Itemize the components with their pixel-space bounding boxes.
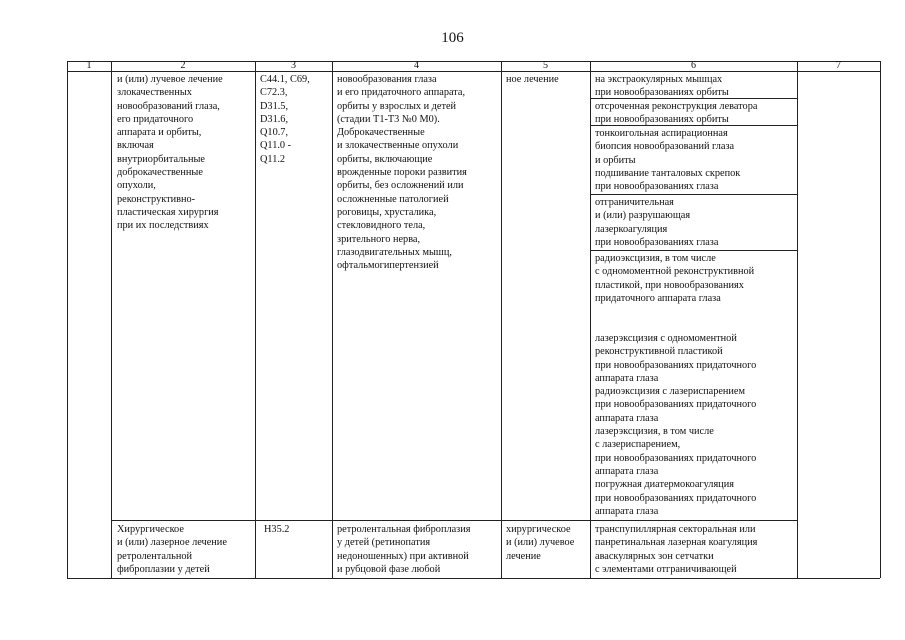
col-border xyxy=(111,61,112,578)
header-col-1: 1 xyxy=(86,60,92,71)
header-col-7: 7 xyxy=(836,60,841,71)
row1-method-block: радиоэксцизия, в том числе с одномоментной реконструктивной пластикой, при новообразованиях придаточного аппарата глаза xyxy=(595,253,755,304)
page-number: 106 xyxy=(441,30,464,46)
row1-icd-codes: C44.1, C69, C72.3, D31.5, D31.6, Q10.7, Q11.0 - Q11.2 xyxy=(260,74,310,165)
col6-divider xyxy=(590,194,797,195)
row1-method-block: отсроченная реконструкция леватора при новообразованиях орбиты xyxy=(595,101,758,126)
row1-method-block: отграничительная и (или) разрушающая лазеркоагуляция при новообразованиях глаза xyxy=(595,197,719,248)
col-border xyxy=(880,61,881,578)
row2-method-block: транспупиллярная секторальная или панретинальная лазерная коагуляция аваскулярных зон сетчатки с элементами отграничивающей xyxy=(595,524,758,575)
col-border xyxy=(797,61,798,578)
row1-method-block: тонкоигольная аспирационная биопсия новообразований глаза и орбиты подшивание танталовых скрепок при новообразованиях глаза xyxy=(595,128,741,193)
header-col-5: 5 xyxy=(543,60,548,71)
row1-method-block: лазерэксцизия с одномоментной реконструктивной пластикой при новообразованиях придаточного аппарата глаза радиоэксцизия с лазериспарением при новообразованиях придаточного аппарата глаза лазерэксцизия, в том числе с лазериспарением, при новообразованиях придаточного аппарата глаза погружная диатермокоагуляция при новообразованиях придаточного аппарата глаза xyxy=(595,333,757,517)
col-border xyxy=(67,61,68,578)
header-col-3: 3 xyxy=(291,60,296,71)
row2-treatment-type: хирургическое и (или) лучевое лечение xyxy=(506,524,575,562)
row1-patient-model: новообразования глаза и его придаточного аппарата, орбиты у взрослых и детей (стадии T1-T3 №0 M0). Доброкачественные и злокачественные опухоли орбиты, включающие врожденные пороки развития орбиты, без осложнений или осложненные патологией роговицы, хрусталика, стекловидного тела, зрительного нерва, глазодвигательных мышц, офтальмогипертензией xyxy=(337,74,467,272)
row2-patient-model: ретролентальная фиброплазия у детей (ретинопатия недоношенных) при активной и рубцовой фазе любой xyxy=(337,524,471,575)
col-border xyxy=(501,61,502,578)
row1-method-block: на экстраокулярных мышцах при новообразованиях орбиты xyxy=(595,74,729,99)
col-border xyxy=(332,61,333,578)
col-border xyxy=(590,61,591,578)
table-bottom-border xyxy=(67,578,880,579)
header-col-4: 4 xyxy=(414,60,419,71)
header-col-6: 6 xyxy=(691,60,696,71)
row2-icd-codes: H35.2 xyxy=(264,524,290,535)
row-divider xyxy=(111,520,797,521)
col6-divider xyxy=(590,250,797,251)
row2-method-name: Хирургическое и (или) лазерное лечение ретролентальной фиброплазии у детей xyxy=(117,524,227,575)
row1-treatment-type: ное лечение xyxy=(506,74,559,85)
header-col-2: 2 xyxy=(180,60,186,71)
header-bottom-border xyxy=(67,71,880,72)
row1-method-name: и (или) лучевое лечение злокачественных новообразований глаза, его придаточного аппарата и орбиты, включая внутриорбитальные доброкачественные опухоли, реконструктивно- пластическая хирургия при их последствиях xyxy=(117,74,223,232)
col-border xyxy=(255,61,256,578)
